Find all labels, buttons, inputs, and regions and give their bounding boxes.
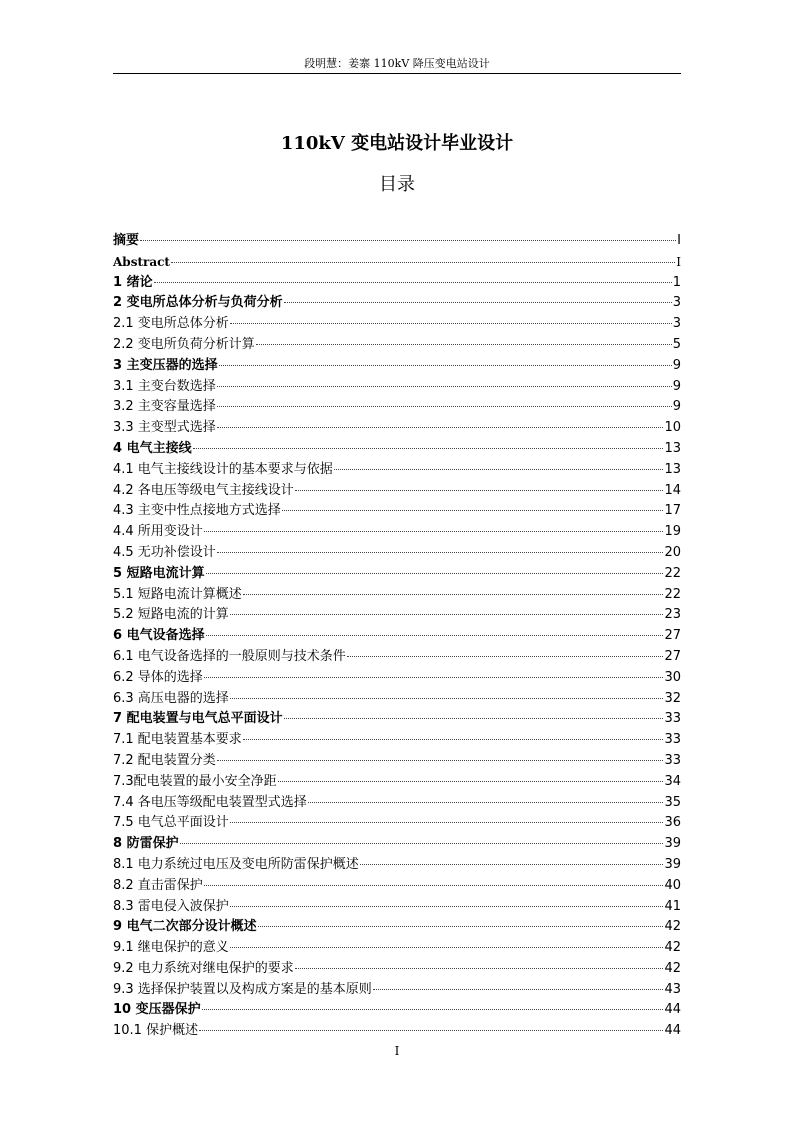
toc-entry-page: 44	[664, 1002, 681, 1018]
toc-entry-text: 3.2 主变容量选择	[113, 399, 216, 415]
toc-entry-text: 4.2 各电压等级电气主接线设计	[113, 482, 294, 498]
toc-entry-page: 41	[664, 898, 681, 914]
toc-entry-page: 9	[672, 378, 681, 394]
toc-entry-page: 20	[664, 544, 681, 560]
toc-entry-page: 9	[672, 399, 681, 415]
toc-entry-text: 3 主变压器的选择	[113, 357, 218, 373]
toc-leader-dots	[180, 831, 664, 844]
toc-entry-text: 8.3 雷电侵入波保护	[113, 898, 229, 914]
toc-leader-dots	[360, 852, 664, 865]
toc-leader-dots	[230, 602, 664, 615]
toc-leader-dots	[217, 540, 664, 553]
toc-entry-page: 5	[672, 336, 681, 352]
toc-entry-page: 42	[664, 960, 681, 976]
toc-leader-dots	[284, 290, 672, 303]
toc-entry-page: 3	[672, 316, 681, 332]
toc-leader-dots	[258, 914, 664, 927]
toc-entry-page: 9	[672, 357, 681, 373]
toc-leader-dots	[230, 894, 664, 907]
toc-entry-page: 19	[664, 524, 681, 540]
running-header: 段明慧：姜寨 110kV 降压变电站设计	[304, 57, 490, 70]
toc-entry-text: 1 绪论	[113, 274, 153, 290]
toc-leader-dots	[230, 935, 664, 948]
toc-entry-text: 9.2 电力系统对继电保护的要求	[113, 960, 294, 976]
toc-leader-dots	[278, 769, 664, 782]
toc-entry-page: 36	[664, 815, 681, 831]
toc-entry-page: 39	[664, 836, 681, 852]
toc-leader-dots	[199, 1018, 663, 1031]
toc-entry-text: 6.1 电气设备选择的一般原则与技术条件	[113, 648, 346, 664]
toc-entry-text: 9.3 选择保护装置以及构成方案是的基本原则	[113, 981, 372, 997]
toc-entry-page: 33	[664, 732, 681, 748]
toc-entry-text: 9 电气二次部分设计概述	[113, 919, 257, 935]
toc-entry-text: 7.4 各电压等级配电装置型式选择	[113, 794, 307, 810]
toc-entry-page: 30	[664, 669, 681, 685]
toc-entry-page: 23	[664, 607, 681, 623]
toc-leader-dots	[217, 748, 664, 761]
toc-entry-page: 42	[664, 940, 681, 956]
toc-entry-text: 6.2 导体的选择	[113, 669, 203, 685]
toc-leader-dots	[243, 582, 664, 595]
toc-entry-page: I	[677, 233, 681, 248]
table-of-contents	[113, 231, 681, 1042]
toc-leader-dots	[284, 706, 664, 719]
toc-entry-text: 4.1 电气主接线设计的基本要求与依据	[113, 461, 333, 477]
toc-leader-dots	[282, 498, 664, 511]
toc-entry[interactable]	[113, 1021, 681, 1042]
toc-entry-page: 27	[664, 648, 681, 664]
toc-entry-page: 13	[664, 440, 681, 456]
toc-entry-text: 2.1 变电所总体分析	[113, 316, 229, 332]
toc-entry-text: 10.1 保护概述	[113, 1023, 199, 1039]
toc-entry-text: 4.3 主变中性点接地方式选择	[113, 503, 281, 519]
toc-entry-text: 2.2 变电所负荷分析计算	[113, 336, 255, 352]
toc-entry-text: 7.1 配电装置基本要求	[113, 732, 242, 748]
toc-leader-dots	[334, 457, 664, 470]
toc-leader-dots	[217, 415, 664, 428]
toc-leader-dots	[373, 977, 664, 990]
toc-entry-text: 3.3 主变型式选择	[113, 420, 216, 436]
toc-entry-text: 4.5 无功补偿设计	[113, 544, 216, 560]
toc-entry-text: 5 短路电流计算	[113, 565, 205, 581]
toc-entry-text: 10 变压器保护	[113, 1002, 201, 1018]
toc-leader-dots	[256, 332, 672, 345]
toc-leader-dots	[230, 810, 664, 823]
toc-entry-page: 22	[664, 565, 681, 581]
toc-leader-dots	[154, 270, 672, 283]
toc-entry-text: 9.1 继电保护的意义	[113, 940, 229, 956]
toc-leader-dots	[206, 561, 664, 574]
toc-entry-page: 39	[664, 856, 681, 872]
toc-heading: 目录	[379, 174, 415, 195]
toc-entry-page: 44	[664, 1023, 681, 1039]
toc-leader-dots	[295, 478, 664, 491]
toc-entry-text: 8 防雷保护	[113, 836, 179, 852]
toc-entry-page: 34	[664, 773, 681, 789]
toc-entry-page: 3	[672, 295, 681, 311]
document-title: 110kV 变电站设计毕业设计	[280, 133, 514, 154]
page-number: I	[394, 1044, 400, 1058]
toc-leader-dots	[308, 790, 664, 803]
toc-entry-page: 40	[664, 877, 681, 893]
toc-entry-page: 33	[664, 752, 681, 768]
toc-entry-page: 43	[664, 981, 681, 997]
toc-entry-text: 摘要	[113, 233, 140, 248]
toc-leader-dots	[347, 644, 664, 657]
toc-entry-page: 32	[664, 690, 681, 706]
toc-leader-dots	[295, 956, 664, 969]
toc-entry-text: 4 电气主接线	[113, 440, 192, 456]
toc-entry-page: 33	[664, 711, 681, 727]
toc-entry-page: 42	[664, 919, 681, 935]
toc-entry-page: 27	[664, 628, 681, 644]
toc-entry-page: I	[676, 254, 681, 269]
toc-entry-text: 2 变电所总体分析与负荷分析	[113, 295, 283, 311]
toc-entry-text: 7.3配电装置的最小安全净距	[113, 773, 277, 789]
toc-entry-page: 35	[664, 794, 681, 810]
toc-entry-page: 13	[664, 461, 681, 477]
toc-leader-dots	[217, 374, 672, 387]
toc-entry-text: 3.1 主变台数选择	[113, 378, 216, 394]
toc-entry-page: 17	[664, 503, 681, 519]
toc-entry-text: 5.1 短路电流计算概述	[113, 586, 242, 602]
toc-entry[interactable]	[113, 231, 681, 252]
toc-leader-dots	[202, 997, 664, 1010]
toc-leader-dots	[243, 727, 664, 740]
toc-leader-dots	[206, 623, 664, 636]
toc-entry-page: 22	[664, 586, 681, 602]
toc-leader-dots	[219, 353, 672, 366]
toc-leader-dots	[204, 519, 664, 532]
toc-entry-text: 7.5 电气总平面设计	[113, 815, 229, 831]
toc-entry-text: 7.2 配电装置分类	[113, 752, 216, 768]
toc-entry-page: 1	[672, 274, 681, 290]
toc-entry-text: 4.4 所用变设计	[113, 524, 203, 540]
toc-leader-dots	[230, 311, 672, 324]
toc-leader-dots	[230, 686, 664, 699]
toc-leader-dots	[193, 436, 664, 449]
toc-entry-text: 8.1 电力系统过电压及变电所防雷保护概述	[113, 856, 359, 872]
header-rule	[113, 73, 681, 74]
toc-entry-text: 8.2 直击雷保护	[113, 877, 203, 893]
toc-entry-text: 5.2 短路电流的计算	[113, 607, 229, 623]
toc-entry-text: 6 电气设备选择	[113, 628, 205, 644]
toc-entry-text: Abstract	[113, 254, 170, 269]
toc-leader-dots	[217, 394, 672, 407]
toc-entry-page: 14	[664, 482, 681, 498]
toc-leader-dots	[204, 873, 664, 886]
toc-entry-text: 6.3 高压电器的选择	[113, 690, 229, 706]
toc-leader-dots	[171, 250, 675, 263]
toc-entry-page: 10	[664, 420, 681, 436]
toc-entry-text: 7 配电装置与电气总平面设计	[113, 711, 283, 727]
toc-leader-dots	[140, 228, 676, 241]
toc-leader-dots	[204, 665, 664, 678]
